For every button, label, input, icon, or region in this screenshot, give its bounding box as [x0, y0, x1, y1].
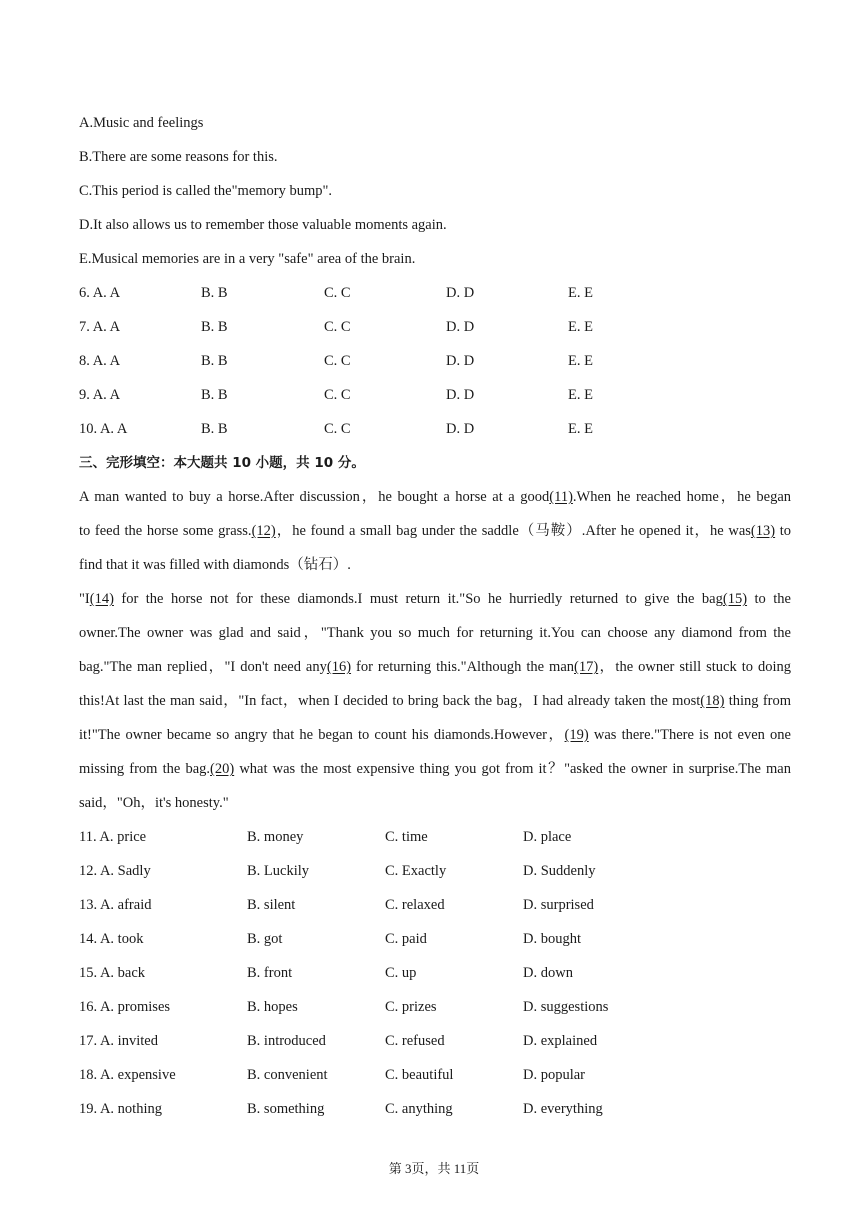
choice-c: C. refused [385, 1033, 445, 1049]
choice-c: C. relaxed [385, 897, 445, 913]
blank-11: (11) [549, 489, 573, 505]
question-row [79, 344, 791, 378]
question-row [79, 956, 791, 990]
question-row [79, 1092, 791, 1126]
choice-a: 18. A. expensive [79, 1067, 176, 1083]
question-number-choice-a: 8. A. A [79, 353, 121, 369]
choice-c: C. prizes [385, 999, 437, 1015]
choice-d: D. bought [523, 931, 581, 947]
question-row [79, 854, 791, 888]
choice-c: C. up [385, 965, 417, 981]
passage-line: to feed the horse some grass.(12)，he found a small bag under the saddle（马鞍）.After he opened it，he was(13) to [79, 523, 792, 539]
choice-a: 12. A. Sadly [79, 863, 151, 879]
choice-d: D. D [446, 353, 475, 369]
question-row [79, 276, 791, 310]
choice-b: B. hopes [247, 999, 298, 1015]
option-e: E.Musical memories are in a very "safe" area of the brain. [79, 251, 416, 267]
choice-d: D. popular [523, 1067, 586, 1083]
blank-13: (13) [750, 523, 776, 539]
section-heading: 三、完形填空：本大题共 10 小题，共 10 分。 [79, 455, 365, 471]
choice-d: D. everything [523, 1101, 603, 1117]
passage-line: this!At last the man said，"In fact，when I decided to bring back the bag，I had already taken the most(18) thing from [79, 693, 791, 709]
question-number-choice-a: 10. A. A [79, 421, 128, 437]
section-b-questions [79, 276, 791, 446]
choice-b: B. convenient [247, 1067, 328, 1083]
blank-14: (14) [89, 591, 114, 607]
passage-line: missing from the bag.(20) what was the most expensive thing you got from it？"asked the owner in surprise.The man [79, 761, 791, 777]
choice-d: D. surprised [523, 897, 594, 913]
blank-16: (16) [326, 659, 352, 675]
question-number-choice-a: 6. A. A [79, 285, 121, 301]
section-b-options [79, 106, 791, 276]
choice-b: B. B [201, 387, 228, 403]
question-row [79, 888, 791, 922]
question-row [79, 378, 791, 412]
option-b: B.There are some reasons for this. [79, 149, 278, 165]
option-c: C.This period is called the"memory bump". [79, 183, 333, 199]
choice-d: D. D [446, 421, 475, 437]
choice-b: B. got [247, 931, 283, 947]
choice-c: C. C [324, 285, 351, 301]
option-d: D.It also allows us to remember those valuable moments again. [79, 217, 447, 233]
blank-15: (15) [722, 591, 748, 607]
choice-d: D. D [446, 387, 475, 403]
cloze-questions [79, 820, 791, 1126]
choice-e: E. E [568, 353, 593, 369]
choice-b: B. Luckily [247, 863, 310, 879]
question-row [79, 412, 791, 446]
blank-17: (17) [574, 659, 599, 675]
cloze-passage [79, 480, 791, 820]
choice-b: B. B [201, 319, 228, 335]
choice-b: B. introduced [247, 1033, 326, 1049]
choice-a: 14. A. took [79, 931, 144, 947]
question-number-choice-a: 9. A. A [79, 387, 121, 403]
question-row [79, 1024, 791, 1058]
choice-c: C. paid [385, 931, 427, 947]
choice-d: D. D [446, 319, 475, 335]
choice-d: D. suggestions [523, 999, 609, 1015]
choice-b: B. silent [247, 897, 296, 913]
choice-e: E. E [568, 387, 593, 403]
choice-b: B. front [247, 965, 293, 981]
option-a: A.Music and feelings [79, 115, 204, 131]
exam-page [79, 106, 791, 1126]
passage-line: A man wanted to buy a horse.After discussion，he bought a horse at a good(11).When he reached home，he began [79, 489, 791, 505]
passage-line: it!"The owner became so angry that he began to count his diamonds.However，(19) was there."There is not even one [79, 727, 791, 743]
passage-line: find that it was filled with diamonds（钻石）. [79, 557, 351, 573]
choice-c: C. anything [385, 1101, 453, 1117]
choice-b: B. B [201, 353, 228, 369]
choice-b: B. B [201, 285, 228, 301]
choice-a: 19. A. nothing [79, 1101, 162, 1117]
choice-a: 15. A. back [79, 965, 146, 981]
choice-c: C. C [324, 353, 351, 369]
blank-18: (18) [700, 693, 725, 709]
choice-c: C. time [385, 829, 428, 845]
question-row [79, 310, 791, 344]
question-row [79, 990, 791, 1024]
choice-b: B. B [201, 421, 228, 437]
blank-19: (19) [564, 727, 589, 743]
question-row [79, 922, 791, 956]
choice-e: E. E [568, 285, 593, 301]
choice-d: D. D [446, 285, 475, 301]
question-row [79, 1058, 791, 1092]
choice-a: 13. A. afraid [79, 897, 152, 913]
choice-a: 17. A. invited [79, 1033, 158, 1049]
page-footer: 第 3页，共 11页 [388, 1161, 480, 1176]
question-row [79, 820, 791, 854]
blank-20: (20) [210, 761, 235, 777]
passage-line: owner.The owner was glad and said，"Thank you so much for returning it.You can choose any diamond from the [79, 625, 791, 641]
choice-d: D. Suddenly [523, 863, 596, 879]
choice-a: 16. A. promises [79, 999, 171, 1015]
choice-b: B. money [247, 829, 304, 845]
choice-c: C. C [324, 319, 351, 335]
choice-c: C. C [324, 387, 351, 403]
passage-line: bag."The man replied，"I don't need any(16) for returning this."Although the man(17)，the owner still stuck to doing [79, 659, 791, 675]
choice-d: D. explained [523, 1033, 598, 1049]
choice-c: C. beautiful [385, 1067, 454, 1083]
choice-d: D. place [523, 829, 572, 845]
passage-line: said，"Oh，it's honesty." [79, 795, 229, 811]
choice-c: C. Exactly [385, 863, 447, 879]
choice-e: E. E [568, 421, 593, 437]
choice-a: 11. A. price [79, 829, 147, 845]
blank-12: (12) [251, 523, 276, 539]
choice-e: E. E [568, 319, 593, 335]
choice-c: C. C [324, 421, 351, 437]
choice-d: D. down [523, 965, 573, 981]
choice-b: B. something [247, 1101, 325, 1117]
question-number-choice-a: 7. A. A [79, 319, 121, 335]
passage-line: "I(14) for the horse not for these diamonds.I must return it."So he hurriedly returned to give the bag(15) to the [79, 591, 791, 607]
